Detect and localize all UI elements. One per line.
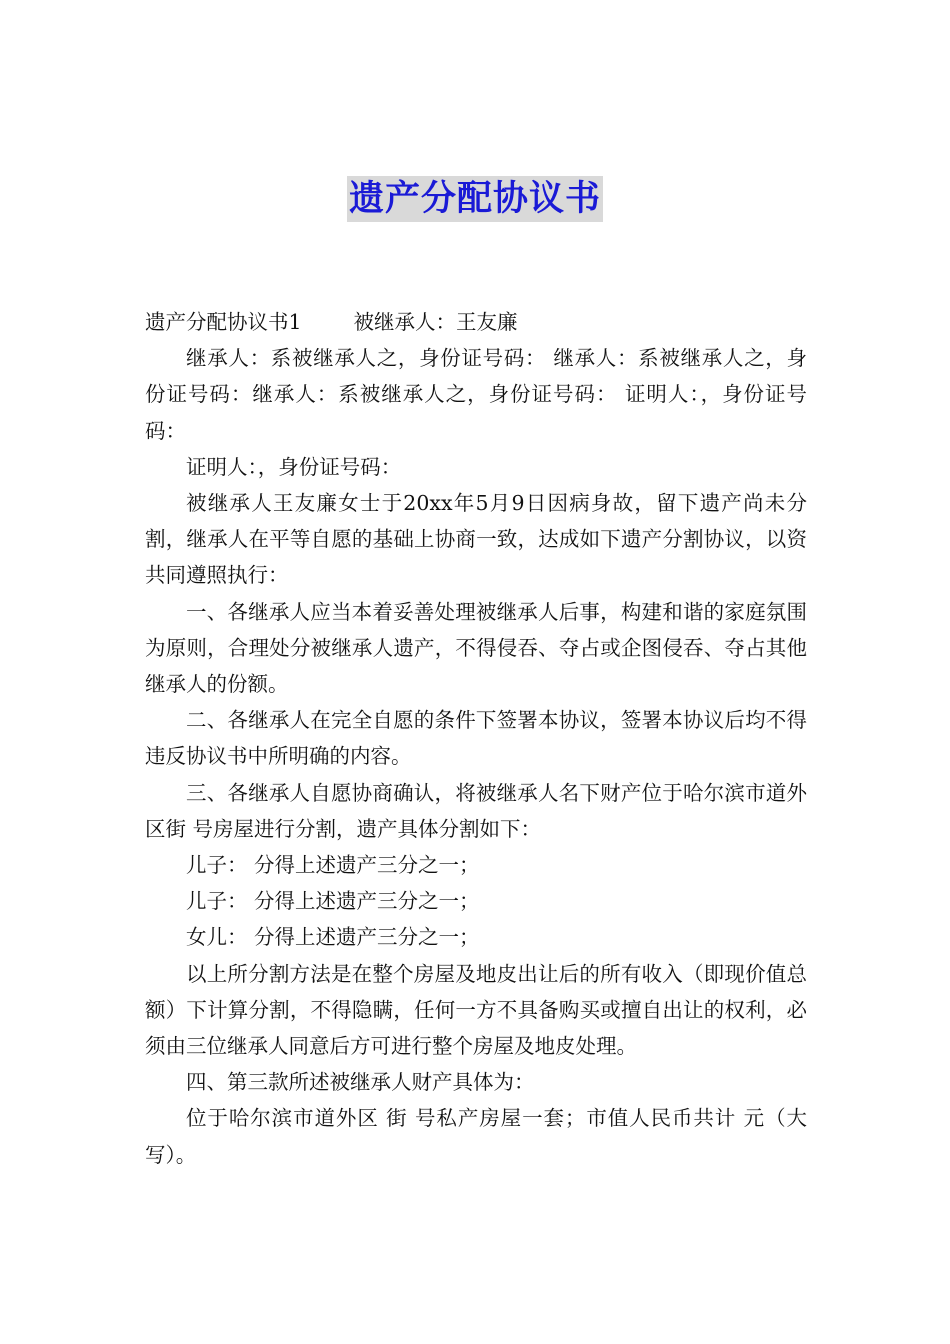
- heirs-paragraph: 继承人：系被继承人之，身份证号码： 继承人：系被继承人之，身份证号码：继承人：系被继承人之，身份证号码： 证明人：，身份证号码：: [145, 346, 807, 443]
- division-method-paragraph: 以上所分割方法是在整个房屋及地皮出让后的所有收入（即现价值总额）下计算分割，不得隐瞒，任何一方不具备购买或擅自出让的权利，必须由三位继承人同意后方可进行整个房屋及地皮处理。: [145, 961, 807, 1059]
- document-body: [145, 304, 807, 1173]
- document-title: 遗产分配协议书: [347, 176, 603, 222]
- clause-one: 一、各继承人应当本着妥善处理被继承人后事，构建和谐的家庭氛围为原则，合理处分被继承人遗产，不得侵吞、夺占或企图侵吞、夺占其他继承人的份额。: [145, 599, 807, 697]
- share-daughter: 女儿： 分得上述遗产三分之一；: [186, 925, 480, 950]
- property-detail-paragraph: 位于哈尔滨市道外区 街 号私产房屋一套；市值人民币共计 元（大写）。: [145, 1106, 807, 1167]
- clause-two: 二、各继承人在完全自愿的条件下签署本协议，签署本协议后均不得违反协议书中所明确的内容。: [145, 708, 807, 769]
- decedent-line: 被继承人：王友廉: [353, 310, 518, 334]
- section-label: 遗产分配协议书1: [145, 310, 302, 334]
- title-container: [0, 176, 950, 222]
- share-son-2: 儿子： 分得上述遗产三分之一；: [186, 889, 480, 914]
- share-son-1: 儿子： 分得上述遗产三分之一；: [186, 853, 480, 878]
- clause-four: 四、第三款所述被继承人财产具体为：: [186, 1070, 535, 1095]
- clause-three: 三、各继承人自愿协商确认，将被继承人名下财产位于哈尔滨市道外区街 号房屋进行分割，遗产具体分割如下：: [145, 780, 807, 841]
- witness-paragraph: 证明人：，身份证号码：: [186, 454, 402, 479]
- background-paragraph: 被继承人王友廉女士于20xx年5月9日因病身故，留下遗产尚未分割，继承人在平等自愿的基础上协商一致，达成如下遗产分割协议，以资共同遵照执行：: [145, 491, 807, 588]
- intro-line: [145, 304, 807, 340]
